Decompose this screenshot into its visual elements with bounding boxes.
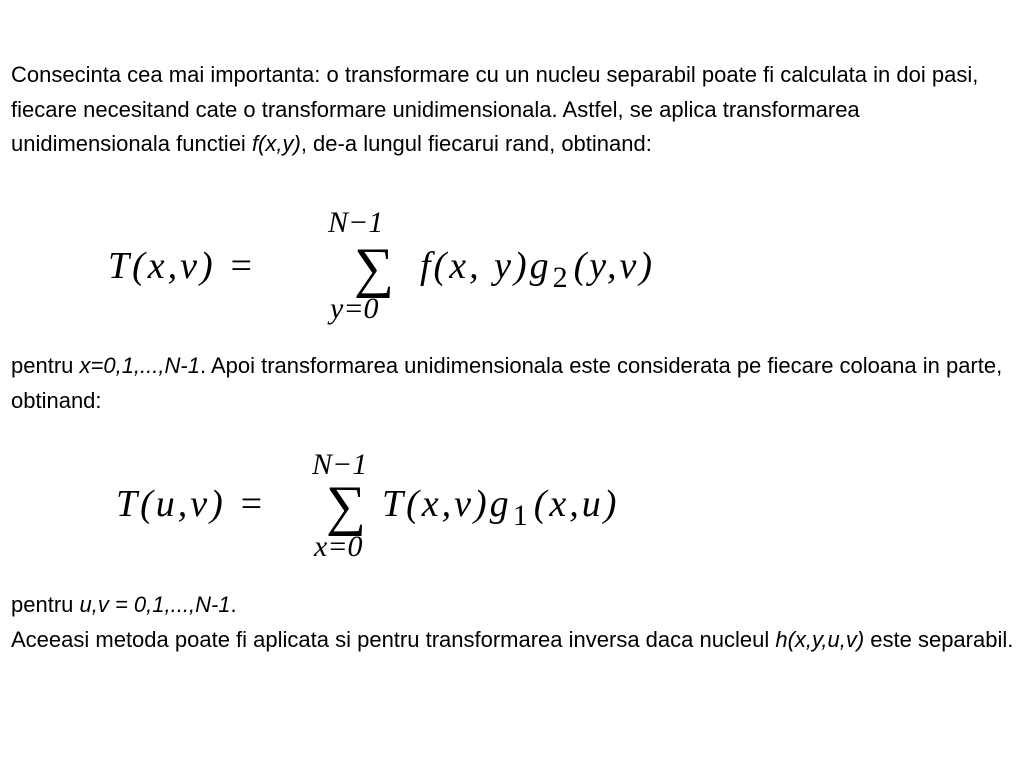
formula1-body-subscript: 2 <box>552 261 571 294</box>
formula2-sum-symbol: ∑ <box>326 475 366 537</box>
formula2-body-subscript: 1 <box>512 499 531 532</box>
paragraph-middle <box>11 349 1016 418</box>
middle-range: x=0,1,...,N-1 <box>79 353 200 378</box>
middle-prefix: pentru <box>11 353 80 378</box>
formula1-body <box>420 244 656 294</box>
formula2-lower-limit: x=0 <box>314 530 363 563</box>
conclusion-prefix: pentru <box>11 592 80 617</box>
conclusion-text: Aceeasi metoda poate fi aplicata si pentru transformarea inversa daca nucleul <box>11 626 776 652</box>
kernel-name: h(x,y,u,v) <box>775 626 865 652</box>
conclusion-period: . <box>230 592 237 617</box>
formula1-body-main: f(x, y)g <box>420 245 552 287</box>
formula1-sum-symbol: ∑ <box>354 237 394 299</box>
formula2-body-main: T(x,v)g <box>382 483 512 525</box>
formula2-body-tail: (x,u) <box>533 483 620 525</box>
formula1-body-tail: (y,v) <box>573 245 656 287</box>
formula1-upper-limit: N−1 <box>328 206 384 239</box>
formula1-lower-limit: y=0 <box>330 292 379 325</box>
formula-column-transform <box>116 448 716 563</box>
conclusion-line1 <box>11 588 1016 623</box>
formula2-upper-limit: N−1 <box>312 448 368 481</box>
intro-text-end: , de-a lungul fiecarui rand, obtinand: <box>300 131 652 156</box>
intro-text: Consecinta cea mai importanta: o transformare cu un nucleu separabil poate fi calculata in doi pasi, fiecare necesitand cate o transformare unidimensionala. Astfel, se aplica transformarea unidimensionala functiei <box>11 62 979 156</box>
conclusion-end: este separabil. <box>864 626 1014 652</box>
paragraph-intro <box>11 58 1016 162</box>
formula1-lhs: T(x,v) = <box>108 245 257 287</box>
formula2-lhs: T(u,v) = <box>116 483 267 525</box>
formula-row-transform <box>108 202 788 332</box>
function-name: f(x,y) <box>251 131 301 156</box>
paragraph-conclusion <box>11 588 1016 657</box>
conclusion-range: u,v = 0,1,...,N-1 <box>79 592 231 617</box>
middle-text: . Apoi transformarea unidimensionala este considerata pe fiecare coloana in parte, obtinand: <box>11 353 1003 413</box>
formula2-body <box>382 482 620 532</box>
conclusion-line2 <box>11 623 1016 658</box>
